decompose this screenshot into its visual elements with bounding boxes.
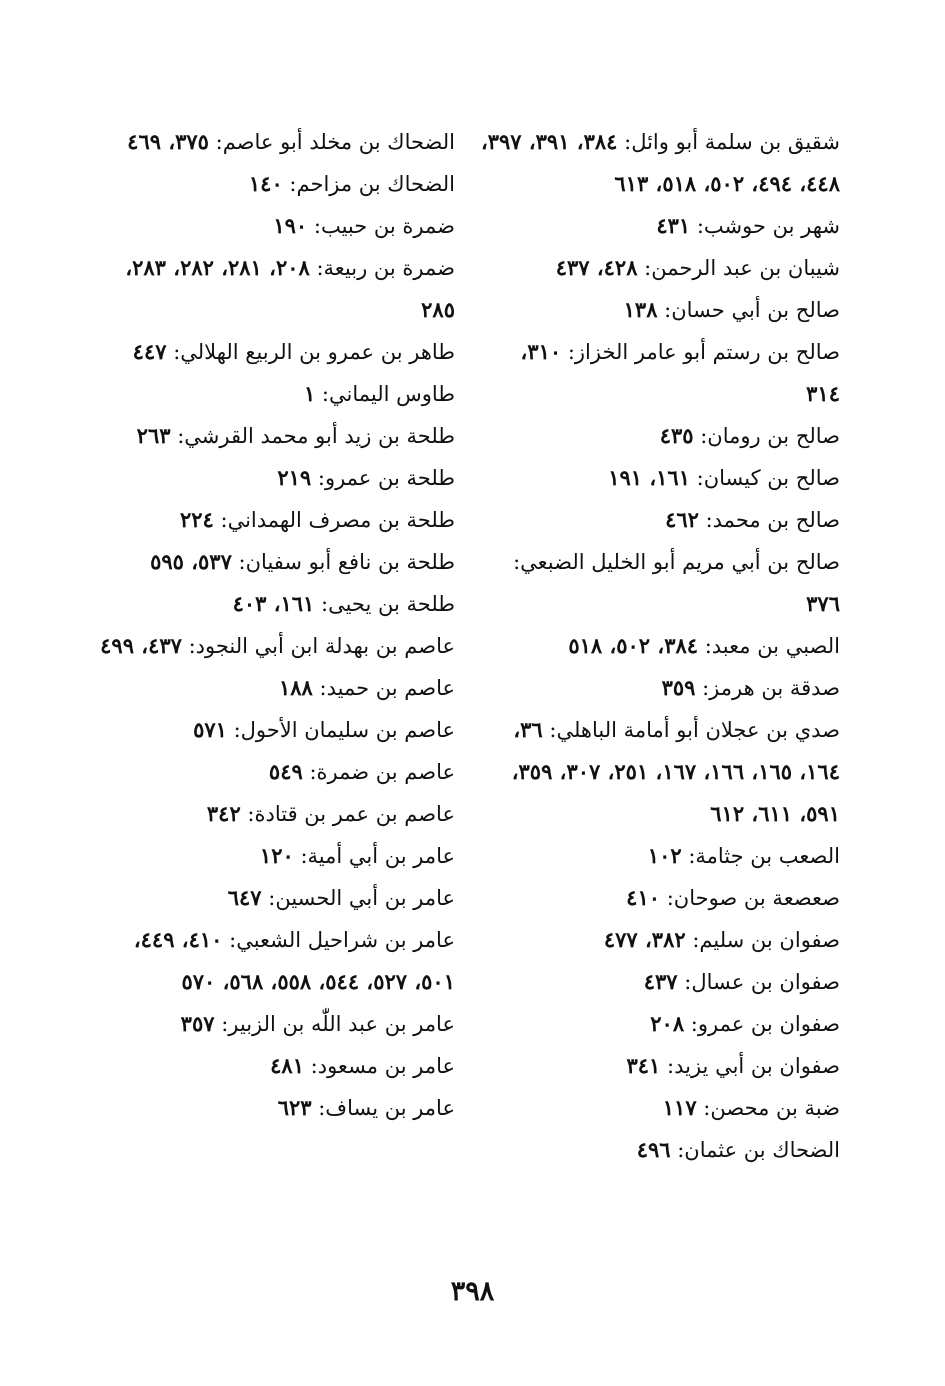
entry-name: شهر بن حوشب: [690, 214, 840, 238]
entry-page-refs: ٢٠٨ [650, 1011, 685, 1036]
entry-page-refs: ٥٣٧، ٥٩٥ [150, 549, 232, 574]
entry-page-refs: ١٨٨ [279, 675, 313, 700]
entry-name: عاصم بن ضمرة: [302, 760, 455, 784]
entry-name: شقيق بن سلمة أبو وائل: [617, 130, 840, 154]
index-entry [95, 1003, 455, 1045]
index-entry [480, 961, 840, 1003]
entry-page-refs: ١٢٠ [259, 843, 294, 868]
index-entry [480, 667, 840, 709]
entry-page-refs: ٤٣١ [656, 213, 691, 238]
entry-name: الضحاك بن مخلد أبو عاصم: [208, 130, 455, 154]
entry-page-refs: ٤٣٧ [643, 969, 678, 994]
entry-page-refs: ٥٧١ [193, 717, 227, 742]
index-entry [480, 541, 840, 625]
entry-name: صفوان بن سليم: [685, 928, 840, 952]
entry-page-refs: ٣٨٢، ٤٧٧ [603, 927, 686, 952]
entry-page-refs: ٣٤٢ [206, 801, 241, 826]
entry-page-refs: ٤١٠ [626, 885, 661, 910]
entry-name: الصبي بن معبد: [698, 634, 840, 658]
entry-page-refs: ١ [303, 381, 316, 406]
index-entry [95, 121, 455, 163]
index-entry [95, 163, 455, 205]
entry-page-refs: ٦٢٣ [277, 1095, 312, 1120]
entry-name: صدي بن عجلان أبو أمامة الباهلي: [542, 718, 840, 742]
entry-name: عامر بن أبي الحسين: [261, 886, 455, 910]
entry-page-refs: ٣٥٧ [180, 1011, 215, 1036]
entry-page-refs: ٤٨١ [270, 1053, 304, 1078]
index-entry [95, 457, 455, 499]
entry-name: عامر بن شراحيل الشعبي: [222, 928, 455, 952]
entry-page-refs: ١٦١، ١٩١ [608, 465, 690, 490]
entry-name: صفوان بن أبي يزيد: [660, 1054, 840, 1078]
entry-page-refs: ١٤٠ [248, 171, 283, 196]
index-column-left [95, 121, 455, 1129]
index-entry [480, 499, 840, 541]
entry-name: صالح بن أبي مريم أبو الخليل الضبعي: [513, 550, 840, 574]
index-entry [95, 205, 455, 247]
index-entry [480, 205, 840, 247]
index-column-right [480, 121, 840, 1171]
index-entry [480, 121, 840, 205]
index-entry [95, 247, 455, 331]
entry-name: عامر بن يساف: [311, 1096, 455, 1120]
index-entry [95, 835, 455, 877]
entry-name: طلحة بن عمرو: [311, 466, 455, 490]
index-entry [480, 1087, 840, 1129]
entry-page-refs: ٣٤١ [626, 1053, 661, 1078]
entry-name: عامر بن عبد اللّٰه بن الزبير: [214, 1012, 455, 1036]
entry-name: ضمرة بن حبيب: [307, 214, 455, 238]
index-entry [95, 373, 455, 415]
entry-name: الضحاك بن مزاحم: [282, 172, 455, 196]
entry-name: صالح بن أبي حسان: [657, 298, 840, 322]
entry-name: عاصم بن عمر بن قتادة: [240, 802, 455, 826]
entry-name: عامر بن مسعود: [303, 1054, 455, 1078]
index-entry [95, 793, 455, 835]
entry-page-refs: ٤٦٢ [665, 507, 699, 532]
entry-name: عاصم بن حميد: [312, 676, 455, 700]
index-entry [480, 835, 840, 877]
index-entry [95, 709, 455, 751]
entry-page-refs: ٣٦، ١٦٤، ١٦٥، ١٦٦، ١٦٧، ٢٥١، ٣٠٧، ٣٥٩، ٥٩١، ٦١١، ٦١٢ [511, 717, 840, 826]
entry-page-refs: ٤١٠، ٤٤٩، ٥٠١، ٥٢٧، ٥٤٤، ٥٥٨، ٥٦٨، ٥٧٠ [133, 927, 455, 994]
index-entry [95, 499, 455, 541]
index-entry [480, 415, 840, 457]
entry-page-refs: ١٩٠ [273, 213, 308, 238]
entry-name: صدقة بن هرمز: [695, 676, 840, 700]
entry-name: الضحاك بن عثمان: [670, 1138, 840, 1162]
index-entry [95, 331, 455, 373]
index-entry [480, 457, 840, 499]
index-entry [95, 919, 455, 1003]
entry-page-refs: ٤٤٧ [132, 339, 167, 364]
entry-page-refs: ٤٣٧، ٤٩٩ [100, 633, 182, 658]
entry-name: طلحة بن يحيى: [314, 592, 455, 616]
index-entry [95, 667, 455, 709]
entry-page-refs: ٢٢٤ [179, 507, 214, 532]
index-entry [95, 415, 455, 457]
entry-name: شيبان بن عبد الرحمن: [637, 256, 840, 280]
entry-page-refs: ٣٧٥، ٤٦٩ [127, 129, 209, 154]
entry-name: عاصم بن سليمان الأحول: [226, 718, 455, 742]
entry-page-refs: ١١٧ [662, 1095, 697, 1120]
entry-name: صالح بن رستم أبو عامر الخزاز: [561, 340, 840, 364]
entry-page-refs: ٤٢٨، ٤٣٧ [555, 255, 638, 280]
entry-page-refs: ٢٠٨، ٢٨١، ٢٨٢، ٢٨٣، ٢٨٥ [125, 255, 455, 322]
index-entry [480, 709, 840, 835]
index-entry [480, 1003, 840, 1045]
entry-page-refs: ١٦١، ٤٠٣ [232, 591, 315, 616]
entry-page-refs: ٢١٩ [277, 465, 312, 490]
index-entry [95, 877, 455, 919]
index-entry [480, 247, 840, 289]
entry-name: صالح بن كيسان: [689, 466, 840, 490]
index-entry [95, 583, 455, 625]
entry-name: طلحة بن زيد أبو محمد القرشي: [170, 424, 455, 448]
index-entry [480, 289, 840, 331]
entry-name: الصعب بن جثامة: [681, 844, 840, 868]
entry-page-refs: ٢٦٣ [136, 423, 171, 448]
index-entry [95, 541, 455, 583]
entry-page-refs: ٣٧٦ [806, 591, 840, 616]
entry-name: طلحة بن مصرف الهمداني: [213, 508, 455, 532]
entry-page-refs: ٥٤٩ [268, 759, 303, 784]
index-entry [95, 1045, 455, 1087]
page-number: ٣٩٨ [450, 1276, 495, 1307]
index-entry [480, 331, 840, 415]
entry-page-refs: ٣٨٤، ٥٠٢، ٥١٨ [568, 633, 699, 658]
entry-name: طاهر بن عمرو بن الربيع الهلالي: [166, 340, 455, 364]
entry-page-refs: ١٣٨ [623, 297, 658, 322]
index-entry [95, 1087, 455, 1129]
entry-page-refs: ٦٤٧ [227, 885, 262, 910]
entry-name: صفوان بن عسال: [677, 970, 840, 994]
entry-page-refs: ٤٩٦ [636, 1137, 671, 1162]
index-entry [480, 877, 840, 919]
entry-page-refs: ٤٣٥ [659, 423, 694, 448]
entry-page-refs: ٣٥٩ [661, 675, 696, 700]
entry-page-refs: ٣١٠، ٣١٤ [520, 339, 840, 406]
entry-page-refs: ٣٨٤، ٣٩١، ٣٩٧، ٤٤٨، ٤٩٤، ٥٠٢، ٥١٨، ٦١٣ [480, 129, 840, 196]
entry-name: ضبة بن محصن: [696, 1096, 840, 1120]
index-entry [480, 919, 840, 961]
entry-name: عامر بن أبي أمية: [293, 844, 455, 868]
entry-name: عاصم بن بهدلة ابن أبي النجود: [181, 634, 455, 658]
index-entry [480, 1129, 840, 1171]
entry-page-refs: ١٠٢ [647, 843, 682, 868]
index-entry [480, 1045, 840, 1087]
entry-name: صفوان بن عمرو: [684, 1012, 840, 1036]
index-entry [480, 625, 840, 667]
entry-name: صالح بن رومان: [693, 424, 840, 448]
index-entry [95, 751, 455, 793]
entry-name: صعصعة بن صوحان: [660, 886, 840, 910]
entry-name: طاوس اليماني: [315, 382, 455, 406]
entry-name: صالح بن محمد: [698, 508, 840, 532]
index-entry [95, 625, 455, 667]
entry-name: ضمرة بن ربيعة: [309, 256, 455, 280]
entry-name: طلحة بن نافع أبو سفيان: [231, 550, 455, 574]
